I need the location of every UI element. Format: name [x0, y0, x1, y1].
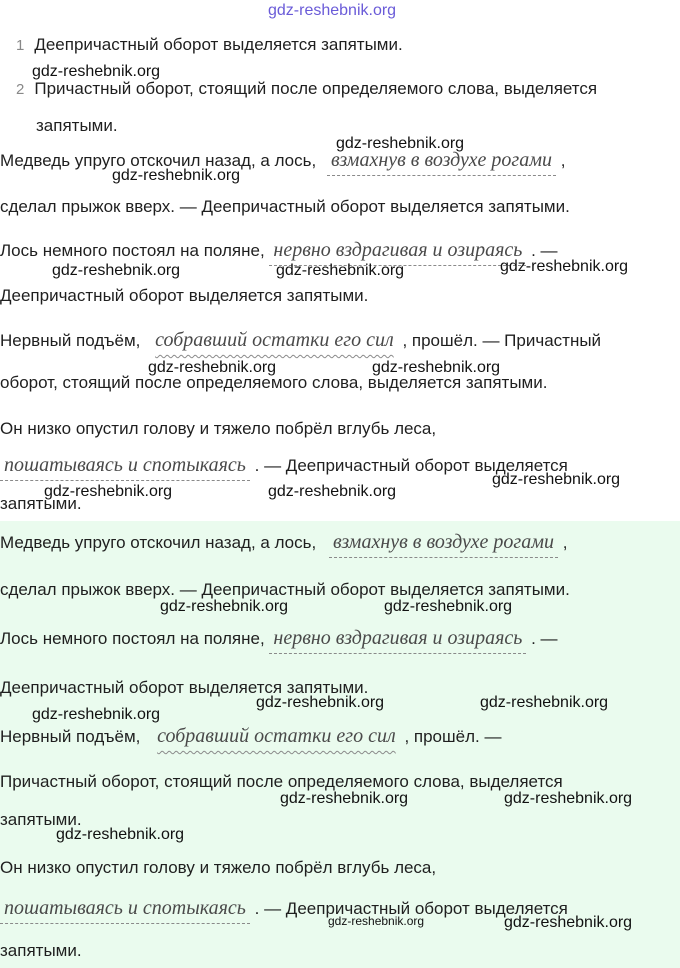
handwritten-participle-phrase: взмахнув в воздухе рогами — [327, 149, 556, 176]
watermark: gdz-reshebnik.org — [256, 694, 385, 711]
watermark: gdz-reshebnik.org — [148, 359, 277, 376]
sentence-3-line-1 — [0, 330, 601, 351]
watermark: gdz-reshebnik.org — [384, 598, 513, 615]
watermark: gdz-reshebnik.org — [32, 706, 161, 723]
handwritten-participle-phrase: собравший остатки его сил — [155, 329, 394, 351]
watermark: gdz-reshebnik.org — [32, 63, 161, 80]
watermark: gdz-reshebnik.org — [504, 790, 633, 807]
handwritten-participle-phrase: пошатываясь и спотыкаясь — [0, 454, 250, 481]
text: , — [562, 533, 568, 552]
watermark: gdz-reshebnik.org — [268, 483, 397, 500]
text: Нервный подъём, — [0, 331, 141, 350]
sentence-4-line-2 — [0, 455, 568, 476]
sentence-4-line-1: Он низко опустил голову и тяжело побрёл вглубь леса, — [0, 419, 437, 438]
watermark: gdz-reshebnik.org — [492, 471, 621, 488]
watermark: gdz-reshebnik.org — [280, 790, 409, 807]
watermark: gdz-reshebnik.org — [372, 359, 501, 376]
text: . — Деепричастный оборот выделяется — [254, 899, 568, 918]
text: , — [560, 151, 566, 170]
watermark: gdz-reshebnik.org — [276, 262, 405, 279]
watermark: gdz-reshebnik.org — [328, 914, 425, 928]
sentence-3-line-2: оборот, стоящий после определяемого слова, выделяется запятыми. — [0, 373, 548, 392]
text: , прошёл. — Причастный — [402, 331, 602, 350]
rule-2 — [16, 79, 597, 100]
watermark: gdz-reshebnik.org — [44, 483, 173, 500]
sentence-2-line-1 — [0, 240, 558, 261]
text: Нервный подъём, — [0, 727, 141, 746]
watermark: gdz-reshebnik.org — [52, 262, 181, 279]
answer-sentence-4-line-3: запятыми. — [0, 941, 82, 960]
sentence-1-line-2: сделал прыжок вверх. — Деепричастный оборот выделяется запятыми. — [0, 197, 570, 216]
answer-sentence-3-line-3: запятыми. — [0, 810, 82, 829]
sentence-2-line-2: Деепричастный оборот выделяется запятыми. — [0, 286, 369, 305]
watermark: gdz-reshebnik.org — [112, 167, 241, 184]
answer-sentence-1-line-2: сделал прыжок вверх. — Деепричастный оборот выделяется запятыми. — [0, 580, 570, 599]
answer-sentence-3-line-1 — [0, 726, 501, 747]
watermark: gdz-reshebnik.org — [56, 826, 185, 843]
answer-sentence-3-line-2: Причастный оборот, стоящий после определяемого слова, выделяется — [0, 772, 563, 791]
answer-sentence-4-line-2 — [0, 898, 568, 919]
watermark: gdz-reshebnik.org — [500, 258, 629, 275]
watermark: gdz-reshebnik.org — [160, 598, 289, 615]
sentence-4-line-3: запятыми. — [0, 494, 82, 513]
answer-sentence-1-line-1 — [0, 532, 567, 553]
answer-sentence-2-line-1 — [0, 628, 558, 649]
rule-2-continuation: запятыми. — [36, 116, 118, 135]
handwritten-participle-phrase: нервно вздрагивая и озираясь — [269, 239, 526, 266]
rule-text: Деепричастный оборот выделяется запятыми. — [34, 35, 403, 54]
text: Медведь упруго отскочил назад, а лось, — [0, 533, 317, 552]
text: . — — [531, 629, 558, 648]
watermark-top: gdz-reshebnik.org — [268, 2, 397, 19]
watermark: gdz-reshebnik.org — [336, 135, 465, 152]
handwritten-participle-phrase: собравший остатки его сил — [157, 725, 396, 747]
answer-sentence-4-line-1: Он низко опустил голову и тяжело побрёл вглубь леса, — [0, 858, 437, 877]
rule-text: Причастный оборот, стоящий после определяемого слова, выделяется — [34, 79, 598, 98]
text: . — — [531, 241, 558, 260]
rule-1 — [16, 35, 403, 56]
handwritten-participle-phrase: пошатываясь и спотыкаясь — [0, 897, 250, 924]
text: Медведь упруго отскочил назад, а лось, — [0, 151, 317, 170]
sentence-1-line-1 — [0, 150, 565, 171]
text: Лось немного постоял на поляне, — [0, 241, 265, 260]
text: Лось немного постоял на поляне, — [0, 629, 265, 648]
watermark: gdz-reshebnik.org — [504, 914, 633, 931]
text: . — Деепричастный оборот выделяется — [254, 456, 568, 475]
text: , прошёл. — — [404, 727, 502, 746]
handwritten-participle-phrase: нервно вздрагивая и озираясь — [269, 627, 526, 654]
answer-sentence-2-line-2: Деепричастный оборот выделяется запятыми. — [0, 678, 369, 697]
rule-number: 1 — [16, 37, 25, 54]
watermark: gdz-reshebnik.org — [480, 694, 609, 711]
rule-number: 2 — [16, 81, 25, 98]
handwritten-participle-phrase: взмахнув в воздухе рогами — [329, 531, 558, 558]
